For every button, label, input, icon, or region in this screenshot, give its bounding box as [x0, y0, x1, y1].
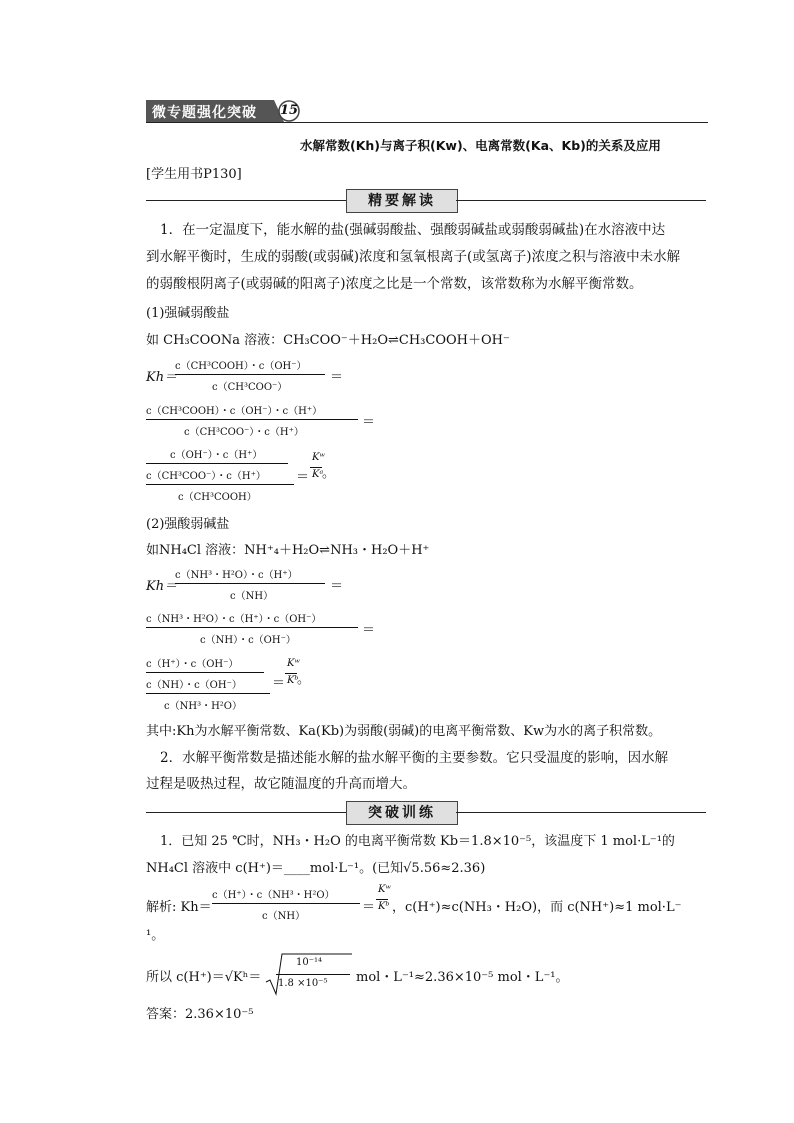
book-reference: [学生用书P130]	[146, 167, 242, 182]
banner-text: 微专题强化突破	[152, 105, 257, 121]
solution-denominator: c（NH）	[262, 911, 306, 922]
equals-sign-4: ＝	[330, 579, 344, 594]
equation-1-left: 如 CH₃COONa 溶液：CH₃COO⁻＋H₂O	[146, 333, 388, 348]
fraction-3-bottom: c（CH³COOH）	[178, 492, 257, 503]
p2-line1: 2．水解平衡常数是描述能水解的盐水解平衡的主要参数。它只受温度的影响，因水解	[160, 750, 669, 766]
p1-line2: 到水解平衡时，生成的弱酸(或弱碱)浓度和氢氧根离子(或氢离子)浓度之积与溶液中未水解	[146, 249, 681, 265]
fraction-3-bar-2	[146, 484, 294, 485]
kw-numerator-1: Kʷ	[312, 452, 325, 463]
period-1: 。	[322, 466, 336, 481]
fraction-6-top: c（H⁺）・c（OH⁻）	[146, 659, 239, 670]
kh-label-2: Kh＝	[146, 579, 178, 594]
kw-ka-bar	[310, 467, 322, 468]
radicand-numerator: 10⁻¹⁴	[296, 957, 323, 968]
solution-kw: Kʷ	[378, 884, 391, 895]
fraction-4-bar	[175, 583, 325, 584]
equation-2	[146, 539, 429, 558]
kw-numerator-2: Kʷ	[287, 658, 300, 669]
kw-kb-bar	[285, 673, 297, 674]
fraction-6-bar-2	[146, 693, 270, 694]
radicand-denominator: 1.8 ×10⁻⁵	[278, 978, 328, 989]
question-1-line1: 1．已知 25 ℃时，NH₃・H₂O 的电离平衡常数 Kb＝1.8×10⁻⁵，该温度下 1 mol·L⁻¹的	[160, 834, 675, 849]
fraction-6-middle: c（NH）・c（OH⁻）	[146, 680, 242, 691]
solution-prefix: 解析: Kh＝	[146, 900, 212, 915]
equation-2-left: 如NH₄Cl 溶液：NH⁺₄＋H₂O	[146, 543, 320, 558]
period-2: 。	[297, 672, 311, 687]
fraction-1-bar	[175, 374, 325, 375]
solution-kw-bar	[376, 899, 388, 900]
fraction-1-numerator: c（CH³COOH）・c（OH⁻）	[175, 361, 307, 372]
definition-note: 其中:Kh为水解平衡常数、Ka(Kb)为弱酸(弱碱)的电离平衡常数、Kw为水的离子积常数。	[146, 724, 662, 739]
fraction-4-denominator: c（NH）	[230, 591, 274, 602]
page-subtitle: 水解常数(Kh)与离子积(Kw)、电离常数(Ka、Kb)的关系及应用	[300, 138, 661, 153]
fraction-3-bar-1	[146, 463, 288, 464]
equation-2-right: NH₃・H₂O＋H⁺	[330, 543, 430, 558]
reversible-arrow-icon: ⇌	[387, 333, 399, 348]
fraction-6-bar-1	[146, 672, 264, 673]
fraction-3-middle: c（CH³COO⁻）・c（H⁺）	[146, 471, 266, 482]
solution-tail: ，c(H⁺)≈c(NH₃・H₂O)，而 c(NH⁺)≈1 mol·L⁻	[392, 900, 682, 915]
equals-sign-6: ＝	[272, 676, 286, 691]
item-strong-acid-weak-base: (2)强酸弱碱盐	[146, 517, 230, 532]
section-rule-right	[456, 200, 706, 201]
p1-line1: 1．在一定温度下，能水解的盐(强碱弱酸盐、强酸弱碱盐或弱酸弱碱盐)在水溶液中达	[160, 222, 666, 238]
kh-label-1: Kh＝	[146, 370, 178, 385]
equals-sign-3: ＝	[296, 470, 310, 485]
fraction-5-denominator: c（NH）・c（OH⁻）	[200, 635, 296, 646]
equation-1	[146, 329, 510, 348]
kb-denominator: Kᵇ	[287, 675, 299, 686]
fraction-5-numerator: c（NH³・H²O）・c（H⁺）・c（OH⁻）	[146, 614, 322, 625]
radicand-bar	[276, 974, 350, 975]
solution-numerator: c（H⁺）・c（NH³・H²O）	[212, 890, 335, 901]
fraction-2-bar	[146, 419, 358, 420]
p2-line2: 过程是吸热过程，故它随温度的升高而增大。	[146, 776, 416, 792]
fraction-3-top: c（OH⁻）・c（H⁺）	[170, 450, 263, 461]
section-rule-left-2	[146, 812, 346, 813]
equals-sign-1: ＝	[330, 370, 344, 385]
so-prefix: 所以 c(H⁺)＝√Kʰ＝	[146, 970, 262, 985]
fraction-6-bottom: c（NH³・H²O）	[164, 701, 243, 712]
section-rule-right-2	[456, 812, 706, 813]
section-title-1: 精要解读	[346, 189, 458, 213]
answer: 答案：2.36×10⁻⁵	[146, 1007, 254, 1022]
equals-sign-5: ＝	[362, 623, 376, 638]
fraction-2-denominator: c（CH³COO⁻）・c（H⁺）	[184, 427, 304, 438]
section-banner	[146, 100, 304, 122]
p1-line3: 的弱酸根阴离子(或弱碱的阳离子)浓度之比是一个常数，该常数称为水解平衡常数。	[146, 276, 643, 292]
solution-tail-2: ¹。	[146, 928, 165, 943]
section-rule-left	[146, 200, 346, 201]
fraction-4-numerator: c（NH³・H²O）・c（H⁺）	[175, 570, 298, 581]
solution-equals: ＝	[362, 900, 376, 915]
solution-kb: Kᵇ	[378, 901, 390, 912]
item-strong-base-weak-acid: (1)强碱弱酸盐	[146, 306, 230, 321]
fraction-5-bar	[146, 627, 358, 628]
question-1-line2: NH₄Cl 溶液中 c(H⁺)＝____mol·L⁻¹。(已知√5.56≈2.36)	[146, 861, 486, 876]
solution-fraction-bar	[212, 903, 360, 904]
so-tail: mol・L⁻¹≈2.36×10⁻⁵ mol・L⁻¹。	[356, 970, 569, 985]
equation-1-right: CH₃COOH＋OH⁻	[398, 333, 510, 348]
banner-number: 15	[280, 103, 299, 118]
header-rule	[146, 122, 708, 123]
fraction-2-numerator: c（CH³COOH）・c（OH⁻）・c（H⁺）	[146, 406, 323, 417]
fraction-1-denominator: c（CH³COO⁻）	[212, 382, 288, 393]
equals-sign-2: ＝	[362, 415, 376, 430]
reversible-arrow-icon: ⇌	[319, 543, 331, 558]
ka-denominator: Kᵃ	[312, 469, 324, 480]
section-title-2: 突破训练	[346, 801, 458, 825]
